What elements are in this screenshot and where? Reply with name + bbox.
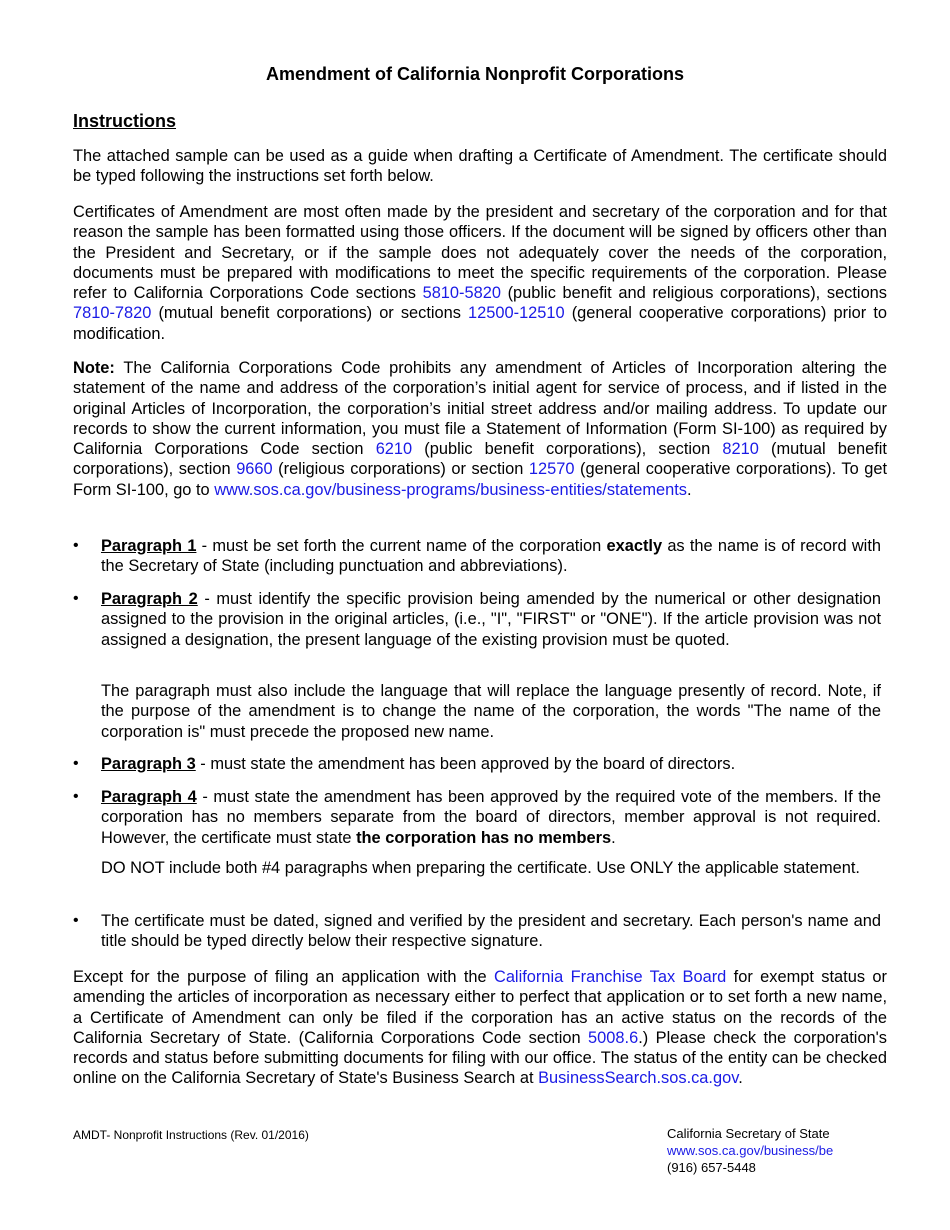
note-text-1: The California Corporations Code prohibits any amendment of Articles of Incorporation altering the statement of the name and address of the corporation’s initial agent for service of process, and if listed in the original Articles of Incorporation, the corporation’s initial street address and/or mailing address. To update our records to show the current information, you must file a Statement of Information (Form SI-100) as required by California Corporations Code section [73,359,887,459]
code-link-5810-5820[interactable]: 5810-5820 [422,284,501,303]
note-text-5: (general cooperative corporations). To get Form SI-100, go to [73,460,887,499]
code-link-8210[interactable]: 8210 [722,440,759,459]
bullet-item-paragraph-1 [73,536,881,577]
officers-text-2: (public benefit and religious corporations), sections [500,284,887,303]
bullet-text-part: as the name is of record with the Secretary of State (including punctuation and abbreviations). [101,537,881,576]
final-text-2: for exempt status or amending the articles of incorporation as necessary either to perfect that application or to set forth a new name, a Certificate of Amendment can only be filed if the corporation has an active status on the records of the California Secretary of State. (California Corporations Code section [73,968,887,1047]
code-link-12570[interactable]: 12570 [528,460,575,479]
note-label: Note: [73,359,115,377]
code-link-6210[interactable]: 6210 [375,440,413,459]
bullet-text [101,589,881,650]
intro-paragraph [73,146,887,187]
note-paragraph [73,358,887,500]
note-text-2: (public benefit corporations), section [412,440,723,459]
footer-contact [667,1125,833,1176]
bold-no-members: the corporation has no members [356,828,612,847]
note-text-6: . [687,480,692,499]
paragraph-4-subtext: DO NOT include both #4 paragraphs when preparing the certificate. Use ONLY the applicable statement. [101,859,860,877]
final-paragraph [73,967,887,1089]
statements-link[interactable]: www.sos.ca.gov/business-programs/business-entities/statements [214,480,688,499]
bullet-text [101,536,881,577]
paragraph-2-label: Paragraph 2 [101,590,198,608]
bullet-text-part: - must state the amendment has been approved by the board of directors. [195,755,736,773]
bullet-item-paragraph-3 [73,754,881,774]
bullet-text-part: - must state the amendment has been approved by the required vote of the members. If the corporation has no members separate from the board of directors, member approval is not required. However, the certificate must state [101,788,881,847]
office-name: California Secretary of State [667,1126,830,1141]
officers-text-3: (mutual benefit corporations) or sections [151,304,469,323]
bullet-item-paragraph-4 [73,787,881,848]
paragraph-4-label: Paragraph 4 [101,788,197,806]
officers-paragraph [73,202,887,344]
office-phone: (916) 657-5448 [667,1160,756,1175]
final-text-1: Except for the purpose of filing an application with the [73,968,494,986]
bullet-text-part: . [611,828,616,847]
code-link-5008-6[interactable]: 5008.6 [588,1028,639,1047]
intro-text: The attached sample can be used as a guide when drafting a Certificate of Amendment. The certificate should be typed following the instructions set forth below. [73,147,887,186]
franchise-tax-board-link[interactable]: California Franchise Tax Board [493,968,727,986]
bullet-text [101,787,881,848]
bullet-icon: • [73,755,79,772]
bullet-icon: • [73,912,79,929]
bullet-icon: • [73,537,79,554]
paragraph-1-label: Paragraph 1 [101,537,197,555]
bullet-item-paragraph-2 [73,589,881,650]
officers-text-4: (general cooperative corporations) prior to modification. [73,304,887,343]
code-link-9660[interactable]: 9660 [236,460,273,479]
paragraph-3-label: Paragraph 3 [101,755,196,773]
final-text-3: .) Please check the corporation's records and status before submitting documents for filing with our office. The status of the entity can be checked online on the California Secretary of State's Business Search at [73,1028,888,1088]
bold-exactly: exactly [606,537,663,555]
instructions-heading: Instructions [73,111,177,131]
bullet-icon: • [73,590,79,607]
bullet-text [101,754,881,774]
code-link-7810-7820[interactable]: 7810-7820 [73,304,152,323]
officers-text-1: Certificates of Amendment are most often made by the president and secretary of the corporation and for that reason the sample has been formatted using those officers. If the document will be signed by officers other than the President and Secretary, or if the sample does not adequately cover the needs of the corporation, documents must be prepared with modifications to meet the specific requirements of the corporation. Please refer to California Corporations Code sections [73,203,887,303]
bullet-item-certificate [73,911,881,952]
final-text-4: . [738,1069,743,1088]
document-title: Amendment of California Nonprofit Corporations [266,64,684,84]
form-id: AMDT- Nonprofit Instructions (Rev. 01/2016) [73,1128,309,1142]
note-text-3: (mutual benefit corporations), section [73,440,887,479]
paragraph-2-subtext: The paragraph must also include the language that will replace the language presently of record. Note, if the purpose of the amendment is to change the name of the corporation, the words "The name of the corporation is" must precede the proposed new name. [101,682,881,741]
bullet-text-part: - must identify the specific provision being amended by the numerical or other designation assigned to the provision in the original articles, (i.e., "I", "FIRST" or "ONE"). If the article provision was not assigned a designation, the present language of the existing provision must be quoted. [101,590,881,649]
code-link-12500-12510[interactable]: 12500-12510 [468,304,565,323]
office-url-link[interactable]: www.sos.ca.gov/business/be [667,1143,834,1158]
bullet-text: The certificate must be dated, signed and verified by the president and secretary. Each person's name and title should be typed directly below their respective signature. [101,912,881,951]
bullet-icon: • [73,788,79,805]
note-text-4: (religious corporations) or section [272,460,529,479]
business-search-link[interactable]: BusinessSearch.sos.ca.gov [538,1069,739,1088]
bullet-text-part: - must be set forth the current name of the corporation [196,537,607,555]
